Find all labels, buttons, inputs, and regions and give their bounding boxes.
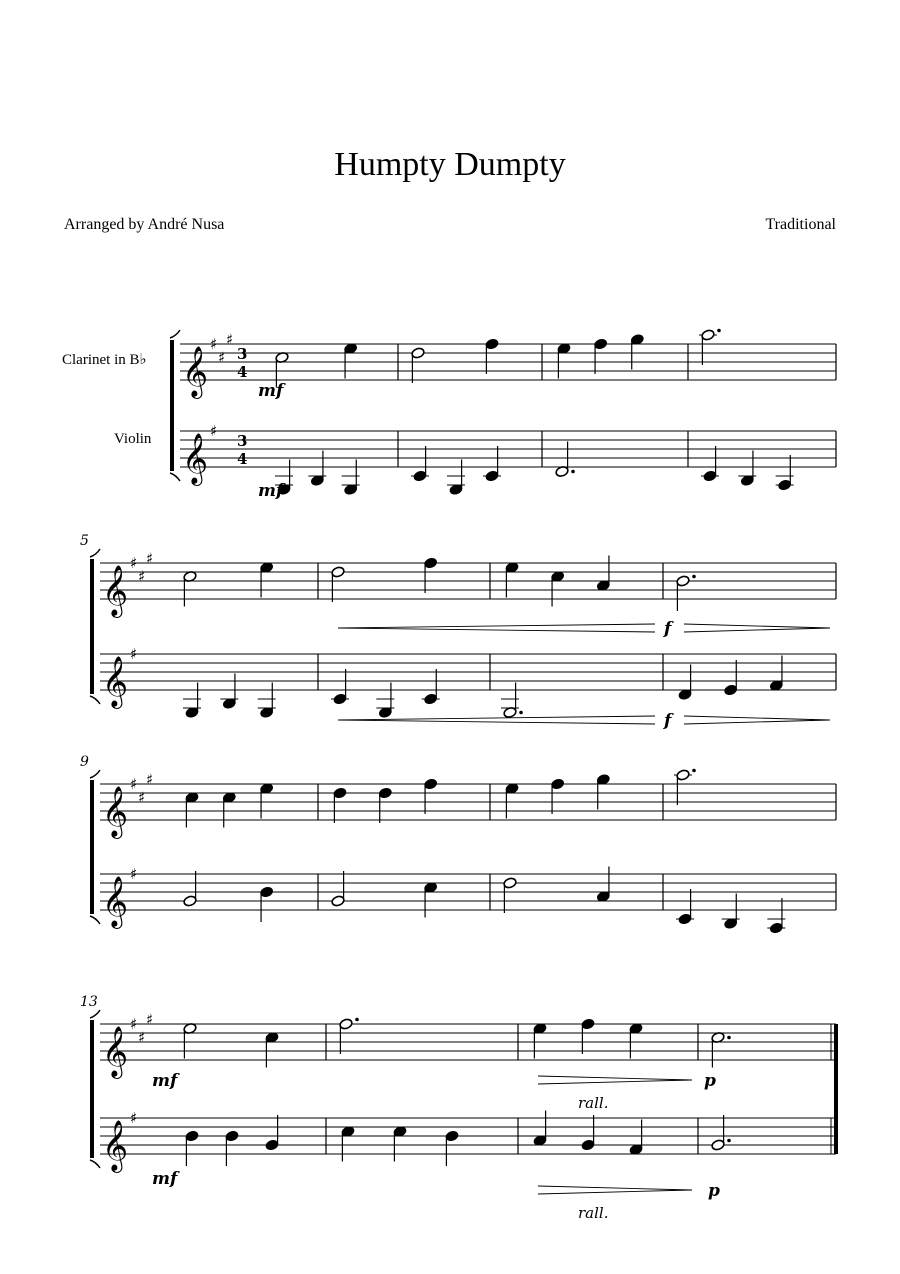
treble-clef-icon: 𝄞 <box>102 786 129 837</box>
clarinet-key-sharp: ♯ <box>226 330 234 349</box>
augmentation-dot <box>692 575 696 579</box>
dynamic-f: f <box>664 619 672 639</box>
bracket-hook-top <box>170 330 180 338</box>
violin-note <box>769 922 783 934</box>
violin-note <box>503 877 517 889</box>
clarinet-key-sharp: ♯ <box>146 770 154 789</box>
dynamic-p: p <box>708 1181 720 1201</box>
violin-note <box>260 886 274 898</box>
augmentation-dot <box>717 329 721 333</box>
treble-clef-icon: 𝄞 <box>102 1026 129 1077</box>
clarinet-key-sharp: ♯ <box>218 348 226 367</box>
diminuendo-hairpin-upper <box>538 1186 692 1190</box>
clarinet-note <box>424 778 438 790</box>
treble-clef-icon: 𝄞 <box>182 346 209 397</box>
violin-note <box>183 895 197 907</box>
violin-note <box>711 1139 725 1151</box>
diminuendo-hairpin-lower <box>538 1080 692 1084</box>
tempo-rall: rall. <box>578 1094 609 1112</box>
violin-key-sharp: ♯ <box>130 645 138 663</box>
augmentation-dot <box>727 1036 731 1040</box>
clarinet-note <box>485 338 499 350</box>
bracket-hook-top <box>90 1010 100 1018</box>
diminuendo-hairpin-lower <box>684 628 830 632</box>
dynamic-p: p <box>704 1071 716 1091</box>
violin-note <box>265 1139 279 1151</box>
augmentation-dot <box>355 1018 359 1022</box>
violin-note <box>225 1130 239 1142</box>
treble-clef-icon: 𝄞 <box>102 565 129 616</box>
clarinet-note <box>378 787 392 799</box>
diminuendo-hairpin-upper <box>538 1076 692 1080</box>
violin-note <box>413 470 427 482</box>
dynamic-mf: mf <box>152 1169 178 1189</box>
clarinet-note <box>594 338 608 350</box>
clarinet-note <box>551 778 565 790</box>
bracket-hook-bottom <box>90 916 100 924</box>
clarinet-note <box>424 557 438 569</box>
clarinet-key-sharp: ♯ <box>146 549 154 568</box>
violin-note <box>778 479 792 491</box>
dynamic-f: f <box>664 711 672 731</box>
diminuendo-hairpin-upper <box>684 624 830 628</box>
time-sig-bottom: 4 <box>237 363 248 381</box>
violin-key-sharp: ♯ <box>210 422 218 440</box>
clarinet-note <box>676 769 690 781</box>
clarinet-note <box>339 1018 353 1030</box>
treble-clef-icon: 𝄞 <box>182 433 209 484</box>
dynamic-mf: mf <box>258 481 284 501</box>
diminuendo-hairpin-lower <box>684 720 830 724</box>
violin-key-sharp: ♯ <box>130 1109 138 1127</box>
measure-number: 9 <box>80 754 89 770</box>
crescendo-hairpin-lower <box>338 720 655 724</box>
violin-note <box>485 470 499 482</box>
treble-clef-icon: 𝄞 <box>102 876 129 927</box>
bracket-hook-bottom <box>90 696 100 704</box>
time-sig-bottom: 4 <box>237 450 248 468</box>
instrument-label-violin: Violin <box>114 431 152 447</box>
composer-credit: Traditional <box>765 216 836 233</box>
violin-note <box>185 1130 199 1142</box>
tempo-rall: rall. <box>578 1204 609 1222</box>
clarinet-key-sharp: ♯ <box>138 1028 146 1047</box>
clarinet-key-sharp: ♯ <box>146 1010 154 1029</box>
bracket-hook-top <box>90 549 100 557</box>
measure-number: 5 <box>80 533 89 549</box>
page-title: Humpty Dumpty <box>334 146 566 183</box>
clarinet-key-sharp: ♯ <box>210 335 218 353</box>
augmentation-dot <box>692 769 696 773</box>
clarinet-key-sharp: ♯ <box>130 775 138 793</box>
violin-note <box>331 895 345 907</box>
bracket-hook-top <box>90 770 100 778</box>
measure-number: 13 <box>80 994 98 1010</box>
clarinet-key-sharp: ♯ <box>138 788 146 807</box>
time-sig-top: 3 <box>237 345 248 363</box>
clarinet-note <box>411 347 425 359</box>
violin-note <box>724 684 738 696</box>
crescendo-hairpin-upper <box>338 624 655 628</box>
clarinet-key-sharp: ♯ <box>130 1015 138 1033</box>
diminuendo-hairpin-upper <box>684 716 830 720</box>
clarinet-key-sharp: ♯ <box>130 554 138 572</box>
crescendo-hairpin-lower <box>338 628 655 632</box>
instrument-label-clarinet: Clarinet in B♭ <box>62 352 147 368</box>
augmentation-dot <box>519 711 523 715</box>
augmentation-dot <box>727 1139 731 1143</box>
bracket-hook-bottom <box>170 473 180 481</box>
clarinet-note <box>331 566 345 578</box>
time-sig-top: 3 <box>237 432 248 450</box>
clarinet-key-sharp: ♯ <box>138 567 146 586</box>
bracket-hook-bottom <box>90 1160 100 1168</box>
augmentation-dot <box>571 470 575 474</box>
treble-clef-icon: 𝄞 <box>102 1120 129 1171</box>
dynamic-mf: mf <box>258 381 284 401</box>
violin-note <box>424 693 438 705</box>
clarinet-note <box>333 787 347 799</box>
violin-note <box>703 470 717 482</box>
violin-note <box>678 913 692 925</box>
violin-note <box>333 693 347 705</box>
violin-key-sharp: ♯ <box>130 865 138 883</box>
treble-clef-icon: 𝄞 <box>102 656 129 707</box>
diminuendo-hairpin-lower <box>538 1190 692 1194</box>
violin-note <box>581 1139 595 1151</box>
clarinet-note <box>581 1018 595 1030</box>
violin-note <box>445 1130 459 1142</box>
clarinet-note <box>676 575 690 587</box>
arranger-credit: Arranged by André Nusa <box>64 216 225 233</box>
dynamic-mf: mf <box>152 1071 178 1091</box>
clarinet-note <box>701 329 715 341</box>
